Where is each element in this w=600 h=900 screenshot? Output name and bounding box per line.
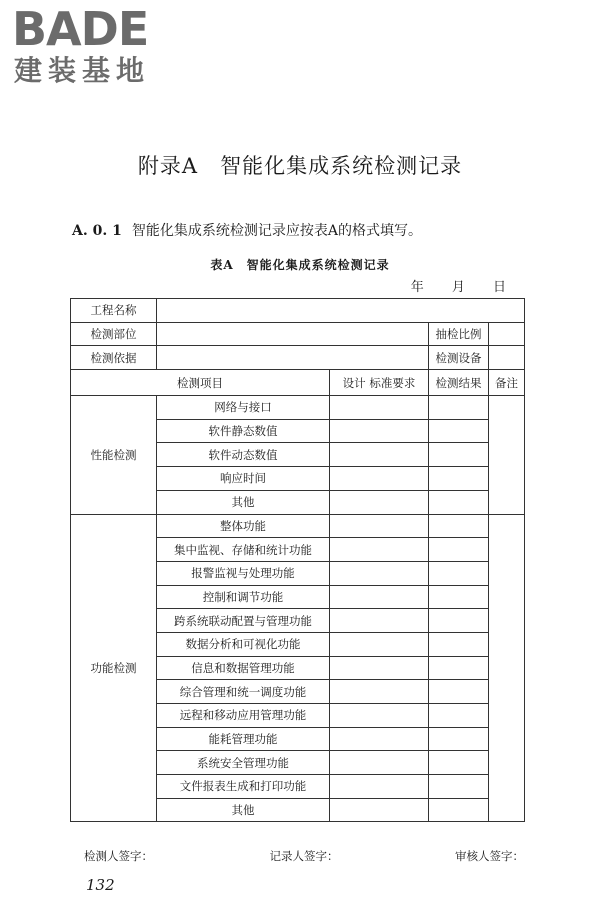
watermark-subtitle: 建装基地 — [14, 54, 151, 87]
inspection-item: 响应时间 — [157, 467, 330, 491]
result-cell[interactable] — [429, 656, 489, 680]
clause-number: A. 0. 1 — [72, 223, 122, 239]
table-row — [71, 396, 525, 420]
inspection-item: 文件报表生成和打印功能 — [157, 775, 330, 799]
inspection-record-table — [70, 298, 525, 822]
inspection-item: 综合管理和统一调度功能 — [157, 680, 330, 704]
remark-cell[interactable] — [489, 396, 525, 514]
inspect-equipment-value[interactable] — [489, 346, 525, 370]
col-header-item: 检测项目 — [71, 370, 330, 396]
result-cell[interactable] — [429, 443, 489, 467]
inspection-item: 软件动态数值 — [157, 443, 330, 467]
page-title: 附录A 智能化集成系统检测记录 — [137, 154, 463, 178]
result-cell[interactable] — [429, 490, 489, 514]
result-cell[interactable] — [429, 727, 489, 751]
design-req-cell[interactable] — [330, 775, 429, 799]
table-row — [71, 514, 525, 538]
result-cell[interactable] — [429, 775, 489, 799]
inspection-item: 整体功能 — [157, 514, 330, 538]
table-caption: 表A 智能化集成系统检测记录 — [210, 258, 390, 272]
design-req-cell[interactable] — [330, 751, 429, 775]
inspector-signature-label: 检测人签字： — [84, 849, 153, 863]
inspection-item: 远程和移动应用管理功能 — [157, 704, 330, 728]
group-label: 性能检测 — [71, 396, 157, 514]
row-project-name — [71, 299, 525, 323]
design-req-cell[interactable] — [330, 585, 429, 609]
remark-cell[interactable] — [489, 514, 525, 822]
design-req-cell[interactable] — [330, 419, 429, 443]
result-cell[interactable] — [429, 561, 489, 585]
inspect-basis-value[interactable] — [157, 346, 429, 370]
clause-text: 智能化集成系统检测记录应按表A的格式填写。 — [131, 223, 422, 239]
inspect-part-label: 检测部位 — [71, 322, 157, 346]
design-req-cell[interactable] — [330, 656, 429, 680]
result-cell[interactable] — [429, 419, 489, 443]
col-header-remark: 备注 — [489, 370, 525, 396]
page-number: 132 — [86, 876, 115, 894]
inspection-item: 软件静态数值 — [157, 419, 330, 443]
result-cell[interactable] — [429, 632, 489, 656]
reviewer-signature-label: 审核人签字： — [455, 849, 524, 863]
watermark-logo — [12, 4, 150, 88]
signature-line — [84, 848, 524, 864]
design-req-cell[interactable] — [330, 727, 429, 751]
result-cell[interactable] — [429, 396, 489, 420]
inspection-item: 系统安全管理功能 — [157, 751, 330, 775]
project-name-label: 工程名称 — [71, 299, 157, 323]
row-column-headers — [71, 370, 525, 396]
result-cell[interactable] — [429, 751, 489, 775]
result-cell[interactable] — [429, 680, 489, 704]
result-cell[interactable] — [429, 538, 489, 562]
result-cell[interactable] — [429, 467, 489, 491]
design-req-cell[interactable] — [330, 538, 429, 562]
group-label: 功能检测 — [71, 514, 157, 822]
col-header-result: 检测结果 — [429, 370, 489, 396]
design-req-cell[interactable] — [330, 561, 429, 585]
inspection-item: 集中监视、存储和统计功能 — [157, 538, 330, 562]
inspection-item: 网络与接口 — [157, 396, 330, 420]
col-header-design-req: 设计 标准要求 — [330, 370, 429, 396]
design-req-cell[interactable] — [330, 396, 429, 420]
inspection-item: 报警监视与处理功能 — [157, 561, 330, 585]
design-req-cell[interactable] — [330, 467, 429, 491]
design-req-cell[interactable] — [330, 704, 429, 728]
design-req-cell[interactable] — [330, 798, 429, 822]
inspection-item: 信息和数据管理功能 — [157, 656, 330, 680]
inspection-item: 数据分析和可视化功能 — [157, 632, 330, 656]
design-req-cell[interactable] — [330, 514, 429, 538]
inspection-item: 控制和调节功能 — [157, 585, 330, 609]
result-cell[interactable] — [429, 704, 489, 728]
design-req-cell[interactable] — [330, 609, 429, 633]
result-cell[interactable] — [429, 585, 489, 609]
row-inspect-basis — [71, 346, 525, 370]
inspect-part-value[interactable] — [157, 322, 429, 346]
design-req-cell[interactable] — [330, 443, 429, 467]
sample-ratio-value[interactable] — [489, 322, 525, 346]
design-req-cell[interactable] — [330, 632, 429, 656]
watermark-brand: BADE — [12, 2, 149, 56]
inspect-basis-label: 检测依据 — [71, 346, 157, 370]
project-name-value[interactable] — [157, 299, 525, 323]
clause-paragraph — [72, 220, 422, 240]
date-line: 年 月 日 — [410, 280, 518, 295]
inspection-item: 能耗管理功能 — [157, 727, 330, 751]
sample-ratio-label: 抽检比例 — [429, 322, 489, 346]
inspection-item: 其他 — [157, 490, 330, 514]
result-cell[interactable] — [429, 609, 489, 633]
design-req-cell[interactable] — [330, 680, 429, 704]
row-inspect-part — [71, 322, 525, 346]
recorder-signature-label: 记录人签字： — [269, 849, 339, 863]
result-cell[interactable] — [429, 514, 489, 538]
inspection-item: 跨系统联动配置与管理功能 — [157, 609, 330, 633]
design-req-cell[interactable] — [330, 490, 429, 514]
result-cell[interactable] — [429, 798, 489, 822]
inspection-item: 其他 — [157, 798, 330, 822]
inspect-equipment-label: 检测设备 — [429, 346, 489, 370]
